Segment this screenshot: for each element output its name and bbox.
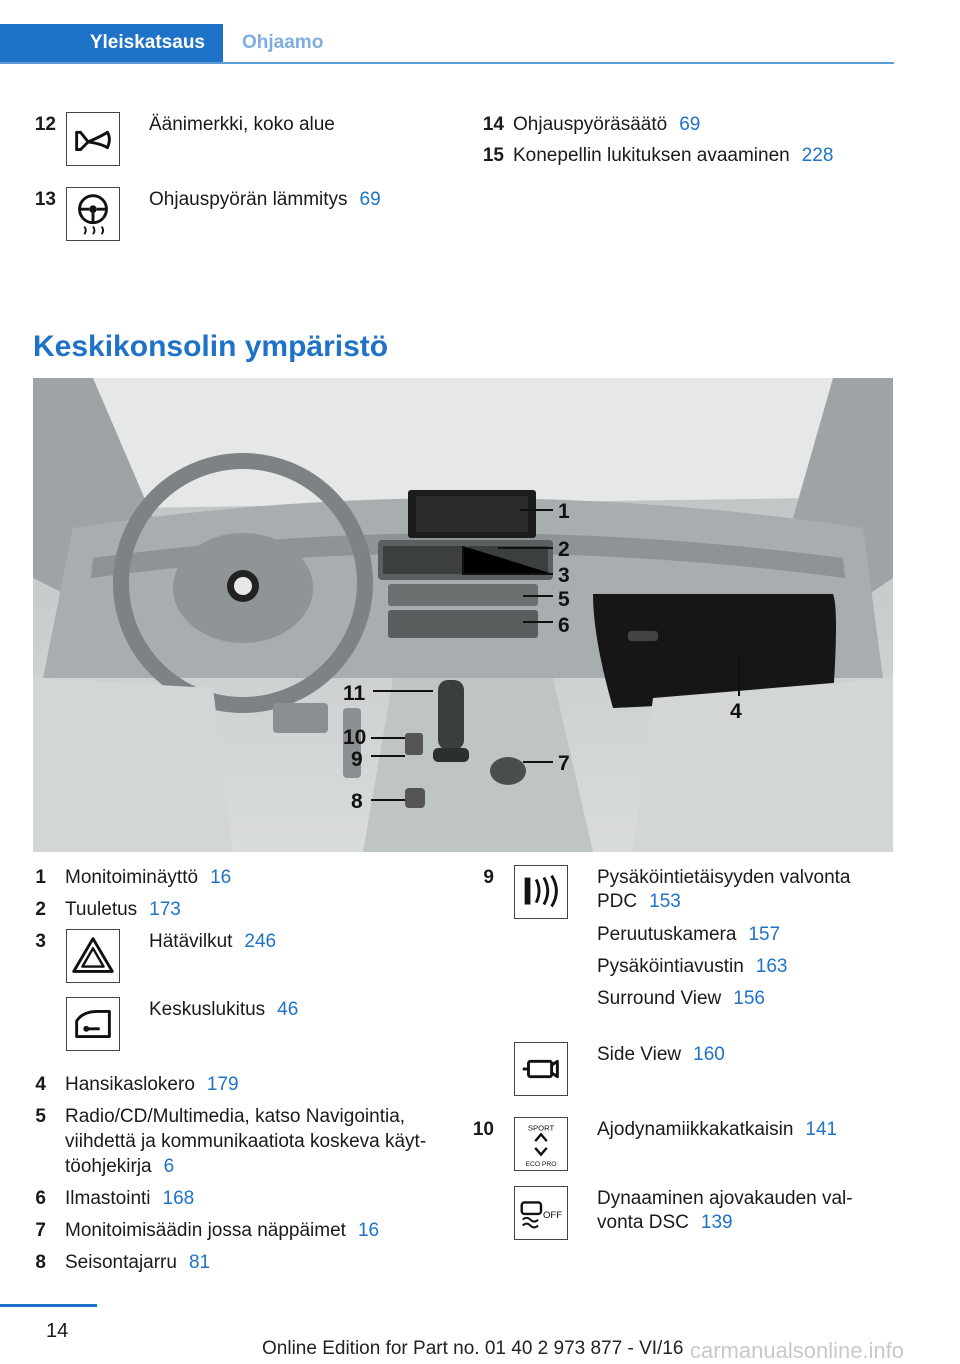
item-number: 2 (35, 899, 46, 920)
callout-1: 1 (558, 500, 570, 523)
item-text: Keskuslukitus 46 (149, 999, 299, 1020)
callout-10: 10 (343, 726, 367, 749)
page-ref[interactable]: 81 (188, 1252, 211, 1273)
page-ref[interactable]: 16 (210, 867, 232, 888)
page-ref[interactable]: 173 (149, 899, 181, 920)
page-ref[interactable]: 157 (748, 924, 781, 945)
item-text: Tuuletus 173 (65, 899, 181, 920)
page-ref[interactable]: 168 (162, 1188, 195, 1209)
item-text: Hätävilkut 246 (149, 931, 277, 952)
page-ref[interactable]: 160 (693, 1044, 725, 1065)
side-view-camera-icon (514, 1042, 568, 1096)
item-number: 12 (34, 114, 56, 135)
page-ref[interactable]: 6 (163, 1156, 175, 1177)
callout-6: 6 (558, 614, 570, 637)
item-number: 7 (35, 1220, 46, 1241)
steering-wheel-heating-icon (66, 187, 120, 241)
tab-yleiskatsaus[interactable]: Yleiskatsaus (0, 24, 223, 62)
item-text-line2: PDC 153 (597, 891, 681, 912)
callout-5: 5 (558, 588, 570, 611)
page-ref[interactable]: 156 (733, 988, 765, 1009)
eco-pro-label: ECO PRO (525, 1161, 557, 1169)
page-ref[interactable]: 16 (357, 1220, 380, 1241)
page-ref[interactable]: 228 (801, 145, 834, 166)
item-text: Ohjauspyöräsäätö 69 (513, 114, 701, 135)
item-text: Ohjauspyörän lämmitys 69 (149, 189, 381, 210)
tab-ohjaamo[interactable]: Ohjaamo (242, 32, 324, 53)
page-ref[interactable]: 46 (277, 999, 299, 1020)
item-number: 9 (483, 867, 494, 888)
park-distance-control-icon (514, 865, 568, 919)
item-text: Äänimerkki, koko alue (149, 114, 335, 135)
item-number: 14 (482, 114, 504, 135)
driving-dynamics-switch-icon (514, 1117, 568, 1171)
page-ref[interactable]: 179 (206, 1074, 239, 1095)
dsc-off-icon (514, 1186, 568, 1240)
item-number: 8 (35, 1252, 46, 1273)
item-text: Monitoimisäädin jossa näppäimet 16 (65, 1220, 380, 1241)
callout-9: 9 (351, 748, 363, 771)
item-number: 5 (35, 1106, 46, 1127)
callout-11: 11 (343, 682, 366, 705)
item-text-line3: töohjekirja 6 (65, 1156, 175, 1177)
item-number: 10 (472, 1119, 494, 1140)
item-number: 3 (35, 931, 46, 952)
callout-7: 7 (558, 752, 570, 775)
item-text: Monitoiminäyttö 16 (65, 867, 232, 888)
edition-text: Online Edition for Part no. 01 40 2 973 877 - VI/16 (262, 1338, 684, 1359)
item-number: 15 (482, 145, 504, 166)
page-ref[interactable]: 69 (359, 189, 381, 210)
page-ref[interactable]: 69 (679, 114, 701, 135)
page-ref[interactable]: 139 (700, 1212, 733, 1233)
off-label: OFF (542, 1209, 563, 1221)
page-ref[interactable]: 153 (649, 891, 681, 912)
watermark: carmanualsonline.info (690, 1338, 905, 1363)
central-locking-icon (66, 997, 120, 1051)
hazard-warning-icon (66, 929, 120, 983)
item-text: Ilmastointi 168 (65, 1188, 195, 1209)
item-number: 13 (34, 189, 56, 210)
item-text: Hansikaslokero 179 (65, 1074, 239, 1095)
page-ref[interactable]: 141 (805, 1119, 838, 1140)
item-number: 4 (35, 1074, 46, 1095)
item-text: Konepellin lukituksen avaaminen 228 (513, 145, 834, 166)
footer-accent-line (0, 1304, 97, 1307)
item-text: Surround View 156 (597, 988, 765, 1009)
callout-4: 4 (730, 700, 742, 723)
item-text-line2: vonta DSC 139 (597, 1212, 733, 1233)
horn-icon (66, 112, 120, 166)
item-number: 6 (35, 1188, 46, 1209)
center-console-illustration (33, 378, 893, 852)
item-text: Ajodynamiikkakatkaisin 141 (597, 1119, 838, 1140)
section-title: Keskikonsolin ympäristö (33, 330, 389, 363)
item-text-line1: Pysäköintietäisyyden valvonta (597, 867, 851, 888)
item-text: Side View 160 (597, 1044, 725, 1065)
header-tabs (0, 24, 894, 64)
item-text: Peruutuskamera 157 (597, 924, 781, 945)
item-text: Seisontajarru 81 (65, 1252, 211, 1273)
item-text: Pysäköintiavustin 163 (597, 956, 788, 977)
page-ref[interactable]: 246 (244, 931, 277, 952)
callout-3: 3 (558, 564, 570, 587)
sport-label: SPORT (527, 1123, 555, 1133)
callout-2: 2 (558, 538, 570, 561)
callout-8: 8 (351, 790, 363, 813)
page-number: 14 (46, 1320, 69, 1342)
item-number: 1 (35, 867, 46, 888)
item-text-line2: viihdettä ja kommunikaatiota koskeva käyt- (65, 1131, 427, 1152)
item-text-line1: Radio/CD/Multimedia, katso Navigointia, (65, 1106, 406, 1127)
page-ref[interactable]: 163 (755, 956, 788, 977)
item-text-line1: Dynaaminen ajovakauden val- (597, 1188, 853, 1209)
